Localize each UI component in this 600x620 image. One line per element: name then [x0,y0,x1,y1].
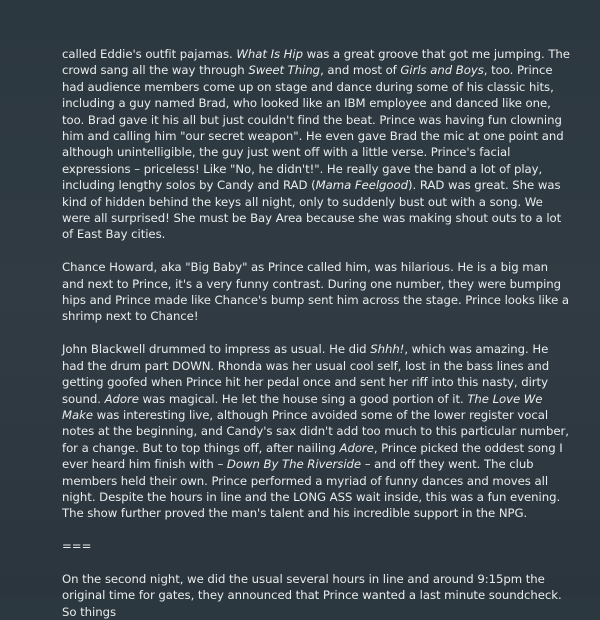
text-run: Chance Howard, aka "Big Baby" as Prince called him, was hilarious. He is a big man and next to Prince, it's a very funny contrast. During one number, they were bumping hips and Prince made like Chance's bump sent him across the stage. Prince looks like a shrimp next to Chance! [62,260,570,324]
text-run: , too. Prince had audience members come up on stage and dance during some of his classic hits, including a guy named Brad, who looked like an IBM employee and danced like one, too. Brad gave it his all but just couldn't find the beat. Prince was having fun clowning him and calling him "our secret weapon". He even gave Brad the mic at one point and although unintelligible, the guy just went off with a little verse. Prince's facial expressions – priceless! Like "No, he didn't!". He really gave the band a lot of play, including lengthy solos by Candy and RAD ( [62,63,564,193]
text-run: ). RAD was great. She was kind of hidden behind the keys all night, only to suddenly bust out with a song. We were all surprised! She must be Bay Area because she was making shout outs to a lot of East Bay cities. [62,178,562,242]
italic-title: What Is Hip [236,47,303,61]
text-run: was magical. He let the house sing a good portion of it. [138,391,468,406]
text-run: – and off they went. The club members held their own. Prince performed a myriad of funny dances and moves all night. Despite the hours in line and the LONG ASS wait inside, this was a fun evening. The show further proved the man's talent and his incredible support in the NPG. [62,457,561,521]
paragraph-4: On the second night, we did the usual several hours in line and around 9:15pm the original time for gates, they announced that Prince wanted a last minute soundcheck. So things [62,571,562,619]
text-run: called Eddie's outfit pajamas. [62,47,237,61]
text-run: , Prince picked the oddest song I ever heard him finish with – [62,440,563,472]
text-run: , and most of [320,63,401,78]
italic-title: Adore [339,440,374,455]
paragraph-3 [62,341,570,521]
section-separator: === [62,539,92,554]
italic-title: Shhh! [370,342,405,357]
text-run: was a great groove that got me jumping. The crowd sang all the way through [62,47,570,78]
text-run: , which was amazing. He had the drum part DOWN. Rhonda was her usual cool self, lost in the bass lines and getting goofed when Prince hit her pedal once and sent her riff into this nasty, dirty sound. [62,342,550,406]
paragraph-1 [62,46,570,243]
italic-title: Adore [104,391,139,406]
italic-title: Sweet Thing [248,63,321,78]
italic-title: Down By The Riverside [226,457,362,472]
text-run: was interesting live, although Prince avoided some of the lower register vocal notes at the beginning, and Candy's sax didn't add too much to this particular number, for a change. But to top things off, after nailing [62,407,569,455]
italic-title: The Love We Make [62,391,543,422]
paragraph-2 [62,259,570,325]
italic-title: Girls and Boys [400,63,484,78]
text-run: John Blackwell drummed to impress as usual. He did [62,342,371,357]
italic-title: Mama Feelgood [315,178,408,193]
